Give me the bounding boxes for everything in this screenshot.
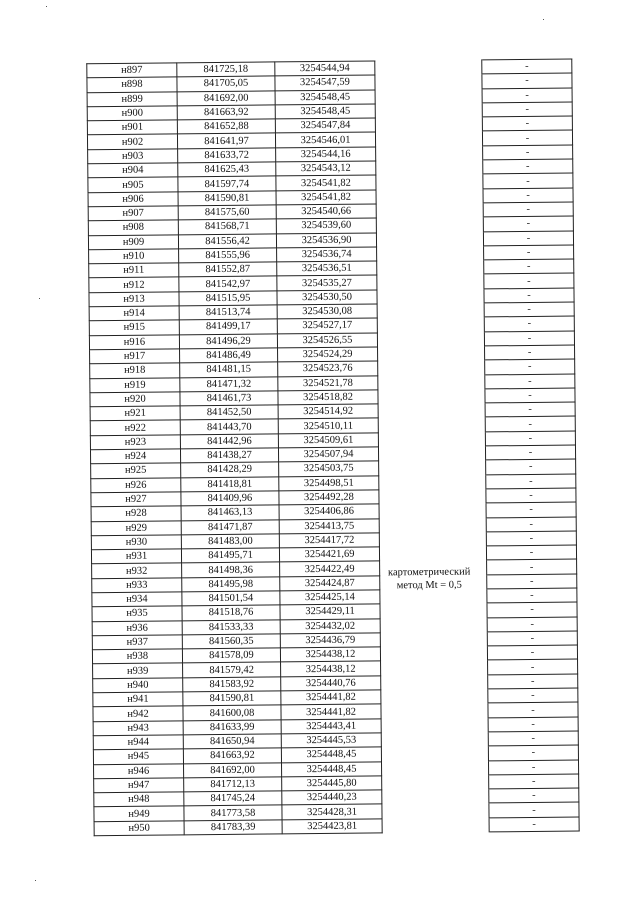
accuracy-cell: - xyxy=(482,102,572,117)
y-coordinate-cell: 3254498,51 xyxy=(279,476,379,491)
accuracy-cell: - xyxy=(486,545,576,560)
method-cell xyxy=(382,803,489,818)
y-coordinate-cell: 3254535,27 xyxy=(277,275,377,290)
x-coordinate-cell: 841463,13 xyxy=(181,505,279,520)
y-coordinate-cell: 3254539,60 xyxy=(276,218,376,233)
y-coordinate-cell: 3254514,92 xyxy=(278,404,378,419)
point-name-cell: н915 xyxy=(89,320,179,335)
x-coordinate-cell: 841471,32 xyxy=(180,376,278,391)
x-coordinate-cell: 841481,15 xyxy=(180,362,278,377)
x-coordinate-cell: 841579,42 xyxy=(183,662,281,677)
accuracy-cell: - xyxy=(488,660,578,675)
y-coordinate-cell: 3254445,53 xyxy=(281,733,381,748)
coordinates-table-body xyxy=(87,59,579,836)
point-name-cell: н912 xyxy=(89,277,179,292)
method-cell xyxy=(381,689,488,704)
y-coordinate-cell: 3254436,79 xyxy=(280,633,380,648)
accuracy-cell: - xyxy=(486,488,576,503)
method-cell xyxy=(379,546,486,561)
accuracy-cell: - xyxy=(486,474,576,489)
y-coordinate-cell: 3254541,82 xyxy=(276,175,376,190)
point-name-cell: н946 xyxy=(94,763,184,778)
method-cell xyxy=(377,317,484,332)
point-name-cell: н901 xyxy=(87,120,177,135)
point-name-cell: н936 xyxy=(92,620,182,635)
y-coordinate-cell: 3254423,81 xyxy=(282,819,382,834)
method-cell xyxy=(378,389,485,404)
y-coordinate-cell: 3254507,94 xyxy=(278,447,378,462)
method-cell xyxy=(380,646,487,661)
method-cell xyxy=(375,103,482,118)
x-coordinate-cell: 841725,18 xyxy=(177,62,275,77)
accuracy-cell: - xyxy=(488,717,578,732)
y-coordinate-cell: 3254448,45 xyxy=(281,761,381,776)
point-name-cell: н938 xyxy=(92,649,182,664)
point-name-cell: н926 xyxy=(91,477,181,492)
method-cell xyxy=(379,532,486,547)
accuracy-cell: - xyxy=(485,359,575,374)
accuracy-cell: - xyxy=(483,188,573,203)
y-coordinate-cell: 3254432,02 xyxy=(280,619,380,634)
x-coordinate-cell: 841590,81 xyxy=(178,191,276,206)
accuracy-cell: - xyxy=(483,216,573,231)
accuracy-cell: - xyxy=(487,602,577,617)
x-coordinate-cell: 841633,72 xyxy=(178,148,276,163)
x-coordinate-cell: 841745,24 xyxy=(184,791,282,806)
y-coordinate-cell: 3254422,49 xyxy=(280,561,380,576)
x-coordinate-cell: 841663,92 xyxy=(183,748,281,763)
scan-speck xyxy=(543,19,544,20)
x-coordinate-cell: 841705,05 xyxy=(177,76,275,91)
method-cell xyxy=(377,332,484,347)
accuracy-cell: - xyxy=(485,345,575,360)
point-name-cell: н935 xyxy=(92,606,182,621)
accuracy-cell: - xyxy=(487,631,577,646)
point-name-cell: н920 xyxy=(90,392,180,407)
method-cell xyxy=(378,403,485,418)
x-coordinate-cell: 841428,29 xyxy=(181,462,279,477)
x-coordinate-cell: 841495,98 xyxy=(182,577,280,592)
point-name-cell: н927 xyxy=(91,492,181,507)
point-name-cell: н925 xyxy=(91,463,181,478)
x-coordinate-cell: 841452,50 xyxy=(180,405,278,420)
point-name-cell: н928 xyxy=(91,506,181,521)
accuracy-cell: - xyxy=(487,645,577,660)
y-coordinate-cell: 3254503,75 xyxy=(279,461,379,476)
y-coordinate-cell: 3254540,66 xyxy=(276,204,376,219)
accuracy-cell: - xyxy=(487,559,577,574)
x-coordinate-cell: 841471,87 xyxy=(181,519,279,534)
point-name-cell: н949 xyxy=(94,806,184,821)
y-coordinate-cell: 3254543,12 xyxy=(276,161,376,176)
point-name-cell: н911 xyxy=(89,263,179,278)
method-cell xyxy=(376,160,483,175)
method-cell xyxy=(381,732,488,747)
y-coordinate-cell: 3254530,50 xyxy=(277,290,377,305)
accuracy-cell: - xyxy=(483,173,573,188)
accuracy-cell: - xyxy=(489,817,579,832)
point-name-cell: н939 xyxy=(93,663,183,678)
method-cell xyxy=(378,346,485,361)
method-cell xyxy=(377,303,484,318)
method-cell xyxy=(378,360,485,375)
x-coordinate-cell: 841578,09 xyxy=(182,648,280,663)
accuracy-cell: - xyxy=(485,388,575,403)
accuracy-cell: - xyxy=(488,702,578,717)
y-coordinate-cell: 3254441,82 xyxy=(281,704,381,719)
y-coordinate-cell: 3254524,29 xyxy=(278,347,378,362)
method-cell xyxy=(375,89,482,104)
scan-speck xyxy=(46,6,47,7)
accuracy-cell: - xyxy=(482,116,572,131)
method-cell xyxy=(377,274,484,289)
point-name-cell: н914 xyxy=(89,306,179,321)
x-coordinate-cell: 841597,74 xyxy=(178,176,276,191)
y-coordinate-cell: 3254548,45 xyxy=(275,104,375,119)
y-coordinate-cell: 3254547,59 xyxy=(275,75,375,90)
method-cell xyxy=(381,660,488,675)
accuracy-cell: - xyxy=(488,760,578,775)
y-coordinate-cell: 3254544,16 xyxy=(276,147,376,162)
x-coordinate-cell: 841663,92 xyxy=(177,105,275,120)
y-coordinate-cell: 3254547,84 xyxy=(275,118,375,133)
x-coordinate-cell: 841443,70 xyxy=(180,419,278,434)
accuracy-cell: - xyxy=(484,245,574,260)
y-coordinate-cell: 3254441,82 xyxy=(281,690,381,705)
accuracy-cell: - xyxy=(482,59,572,74)
point-name-cell: н897 xyxy=(87,63,177,78)
accuracy-cell: - xyxy=(486,459,576,474)
x-coordinate-cell: 841552,87 xyxy=(179,262,277,277)
point-name-cell: н922 xyxy=(90,420,180,435)
accuracy-cell: - xyxy=(488,731,578,746)
point-name-cell: н941 xyxy=(93,692,183,707)
accuracy-cell: - xyxy=(485,445,575,460)
accuracy-cell: - xyxy=(484,316,574,331)
point-name-cell: н904 xyxy=(88,163,178,178)
y-coordinate-cell: 3254492,28 xyxy=(279,490,379,505)
method-cell xyxy=(380,603,487,618)
accuracy-cell: - xyxy=(483,145,573,160)
x-coordinate-cell: 841513,74 xyxy=(179,305,277,320)
x-coordinate-cell: 841692,00 xyxy=(177,91,275,106)
method-cell xyxy=(382,775,489,790)
point-name-cell: н933 xyxy=(92,578,182,593)
accuracy-cell: - xyxy=(484,288,574,303)
method-note-line1: картометрический xyxy=(387,566,471,579)
point-name-cell: н910 xyxy=(89,249,179,264)
method-cell xyxy=(381,703,488,718)
y-coordinate-cell: 3254443,41 xyxy=(281,719,381,734)
method-cell xyxy=(381,675,488,690)
x-coordinate-cell: 841560,35 xyxy=(182,634,280,649)
method-cell xyxy=(378,417,485,432)
accuracy-cell: - xyxy=(487,617,577,632)
point-name-cell: н930 xyxy=(91,535,181,550)
method-cell xyxy=(377,260,484,275)
method-cell xyxy=(376,217,483,232)
accuracy-cell: - xyxy=(482,73,572,88)
point-name-cell: н900 xyxy=(87,106,177,121)
point-name-cell: н908 xyxy=(88,220,178,235)
point-name-cell: н902 xyxy=(87,134,177,149)
x-coordinate-cell: 841495,71 xyxy=(181,548,279,563)
accuracy-cell: - xyxy=(486,502,576,517)
x-coordinate-cell: 841498,36 xyxy=(182,562,280,577)
point-name-cell: н899 xyxy=(87,91,177,106)
x-coordinate-cell: 841783,39 xyxy=(184,820,282,835)
point-name-cell: н932 xyxy=(92,563,182,578)
accuracy-cell: - xyxy=(486,531,576,546)
accuracy-cell: - xyxy=(484,259,574,274)
x-coordinate-cell: 841773,58 xyxy=(184,805,282,820)
method-cell xyxy=(378,446,485,461)
method-cell xyxy=(375,117,482,132)
method-cell xyxy=(381,746,488,761)
point-name-cell: н919 xyxy=(90,377,180,392)
method-cell xyxy=(379,475,486,490)
x-coordinate-cell: 841486,49 xyxy=(180,348,278,363)
x-coordinate-cell: 841483,00 xyxy=(181,534,279,549)
y-coordinate-cell: 3254541,82 xyxy=(276,190,376,205)
y-coordinate-cell: 3254406,86 xyxy=(279,504,379,519)
accuracy-cell: - xyxy=(487,588,577,603)
method-cell xyxy=(375,131,482,146)
point-name-cell: н898 xyxy=(87,77,177,92)
x-coordinate-cell: 841442,96 xyxy=(180,434,278,449)
accuracy-cell: - xyxy=(488,688,578,703)
x-coordinate-cell: 841555,96 xyxy=(179,248,277,263)
point-name-cell: н918 xyxy=(90,363,180,378)
accuracy-cell: - xyxy=(485,416,575,431)
point-name-cell: н934 xyxy=(92,592,182,607)
y-coordinate-cell: 3254536,90 xyxy=(276,233,376,248)
y-coordinate-cell: 3254536,74 xyxy=(277,247,377,262)
accuracy-cell: - xyxy=(484,302,574,317)
method-cell xyxy=(381,718,488,733)
x-coordinate-cell: 841652,88 xyxy=(177,119,275,134)
accuracy-cell: - xyxy=(489,788,579,803)
x-coordinate-cell: 841583,92 xyxy=(183,677,281,692)
x-coordinate-cell: 841556,42 xyxy=(178,233,276,248)
y-coordinate-cell: 3254521,78 xyxy=(278,375,378,390)
point-name-cell: н942 xyxy=(93,706,183,721)
y-coordinate-cell: 3254429,11 xyxy=(280,604,380,619)
accuracy-cell: - xyxy=(483,202,573,217)
y-coordinate-cell: 3254425,14 xyxy=(280,590,380,605)
scan-speck xyxy=(39,298,40,299)
y-coordinate-cell: 3254546,01 xyxy=(275,132,375,147)
point-name-cell: н906 xyxy=(88,192,178,207)
method-cell xyxy=(379,503,486,518)
x-coordinate-cell: 841542,97 xyxy=(179,276,277,291)
method-cell xyxy=(382,818,489,833)
accuracy-cell: - xyxy=(482,131,572,146)
accuracy-cell: - xyxy=(483,159,573,174)
method-cell xyxy=(380,632,487,647)
point-name-cell: н948 xyxy=(94,792,184,807)
accuracy-cell: - xyxy=(483,231,573,246)
accuracy-cell: - xyxy=(485,431,575,446)
method-cell xyxy=(377,289,484,304)
point-name-cell: н909 xyxy=(88,234,178,249)
y-coordinate-cell: 3254424,87 xyxy=(280,576,380,591)
x-coordinate-cell: 841418,81 xyxy=(181,477,279,492)
accuracy-cell: - xyxy=(485,402,575,417)
point-name-cell: н940 xyxy=(93,678,183,693)
point-name-cell: н943 xyxy=(93,720,183,735)
x-coordinate-cell: 841496,29 xyxy=(179,334,277,349)
point-name-cell: н913 xyxy=(89,292,179,307)
x-coordinate-cell: 841499,17 xyxy=(179,319,277,334)
y-coordinate-cell: 3254523,76 xyxy=(278,361,378,376)
accuracy-cell: - xyxy=(485,374,575,389)
accuracy-cell: - xyxy=(488,745,578,760)
method-cell xyxy=(375,60,482,75)
method-cell xyxy=(376,189,483,204)
y-coordinate-cell: 3254518,82 xyxy=(278,390,378,405)
method-cell xyxy=(378,374,485,389)
point-name-cell: н903 xyxy=(88,149,178,164)
x-coordinate-cell: 841438,27 xyxy=(180,448,278,463)
y-coordinate-cell: 3254527,17 xyxy=(277,318,377,333)
y-coordinate-cell: 3254548,45 xyxy=(275,90,375,105)
accuracy-cell: - xyxy=(482,88,572,103)
method-note xyxy=(381,565,477,592)
accuracy-cell: - xyxy=(484,331,574,346)
method-cell xyxy=(380,617,487,632)
y-coordinate-cell: 3254440,76 xyxy=(281,676,381,691)
y-coordinate-cell: 3254536,51 xyxy=(277,261,377,276)
y-coordinate-cell: 3254428,31 xyxy=(282,804,382,819)
method-cell xyxy=(379,460,486,475)
y-coordinate-cell: 3254421,69 xyxy=(279,547,379,562)
x-coordinate-cell: 841590,81 xyxy=(183,691,281,706)
method-cell xyxy=(376,146,483,161)
x-coordinate-cell: 841600,08 xyxy=(183,705,281,720)
method-cell xyxy=(379,517,486,532)
point-name-cell: н947 xyxy=(94,778,184,793)
x-coordinate-cell: 841501,54 xyxy=(182,591,280,606)
accuracy-cell: - xyxy=(486,517,576,532)
method-cell xyxy=(378,432,485,447)
method-cell xyxy=(376,203,483,218)
accuracy-cell: - xyxy=(489,802,579,817)
method-cell xyxy=(382,789,489,804)
coordinates-table xyxy=(86,59,579,837)
y-coordinate-cell: 3254440,23 xyxy=(282,790,382,805)
y-coordinate-cell: 3254417,72 xyxy=(279,533,379,548)
point-name-cell: н907 xyxy=(88,206,178,221)
point-name-cell: н916 xyxy=(89,334,179,349)
y-coordinate-cell: 3254445,80 xyxy=(282,776,382,791)
point-name-cell: н945 xyxy=(93,749,183,764)
x-coordinate-cell: 841515,95 xyxy=(179,291,277,306)
method-cell xyxy=(379,489,486,504)
method-cell xyxy=(376,174,483,189)
x-coordinate-cell: 841409,96 xyxy=(181,491,279,506)
x-coordinate-cell: 841692,00 xyxy=(184,762,282,777)
y-coordinate-cell: 3254510,11 xyxy=(278,418,378,433)
x-coordinate-cell: 841712,13 xyxy=(184,777,282,792)
method-cell xyxy=(375,74,482,89)
point-name-cell: н929 xyxy=(91,520,181,535)
x-coordinate-cell: 841575,60 xyxy=(178,205,276,220)
x-coordinate-cell: 841568,71 xyxy=(178,219,276,234)
method-cell xyxy=(377,246,484,261)
method-cell xyxy=(381,760,488,775)
point-name-cell: н923 xyxy=(90,435,180,450)
x-coordinate-cell: 841650,94 xyxy=(183,734,281,749)
method-cell xyxy=(376,231,483,246)
point-name-cell: н931 xyxy=(91,549,181,564)
x-coordinate-cell: 841461,73 xyxy=(180,391,278,406)
y-coordinate-cell: 3254526,55 xyxy=(277,333,377,348)
scan-speck xyxy=(35,880,36,881)
x-coordinate-cell: 841533,33 xyxy=(182,619,280,634)
y-coordinate-cell: 3254448,45 xyxy=(281,747,381,762)
x-coordinate-cell: 841633,99 xyxy=(183,720,281,735)
accuracy-cell: - xyxy=(484,274,574,289)
point-name-cell: н950 xyxy=(94,821,184,836)
point-name-cell: н905 xyxy=(88,177,178,192)
x-coordinate-cell: 841518,76 xyxy=(182,605,280,620)
x-coordinate-cell: 841625,43 xyxy=(178,162,276,177)
accuracy-cell: - xyxy=(488,674,578,689)
point-name-cell: н944 xyxy=(93,735,183,750)
y-coordinate-cell: 3254438,12 xyxy=(281,661,381,676)
method-note-line2: метод Mt = 0,5 xyxy=(396,579,462,592)
point-name-cell: н937 xyxy=(92,635,182,650)
point-name-cell: н917 xyxy=(90,349,180,364)
y-coordinate-cell: 3254544,94 xyxy=(275,61,375,76)
point-name-cell: н921 xyxy=(90,406,180,421)
y-coordinate-cell: 3254438,12 xyxy=(280,647,380,662)
y-coordinate-cell: 3254530,08 xyxy=(277,304,377,319)
accuracy-cell: - xyxy=(487,574,577,589)
point-name-cell: н924 xyxy=(90,449,180,464)
y-coordinate-cell: 3254509,61 xyxy=(278,433,378,448)
y-coordinate-cell: 3254413,75 xyxy=(279,518,379,533)
accuracy-cell: - xyxy=(489,774,579,789)
x-coordinate-cell: 841641,97 xyxy=(177,133,275,148)
